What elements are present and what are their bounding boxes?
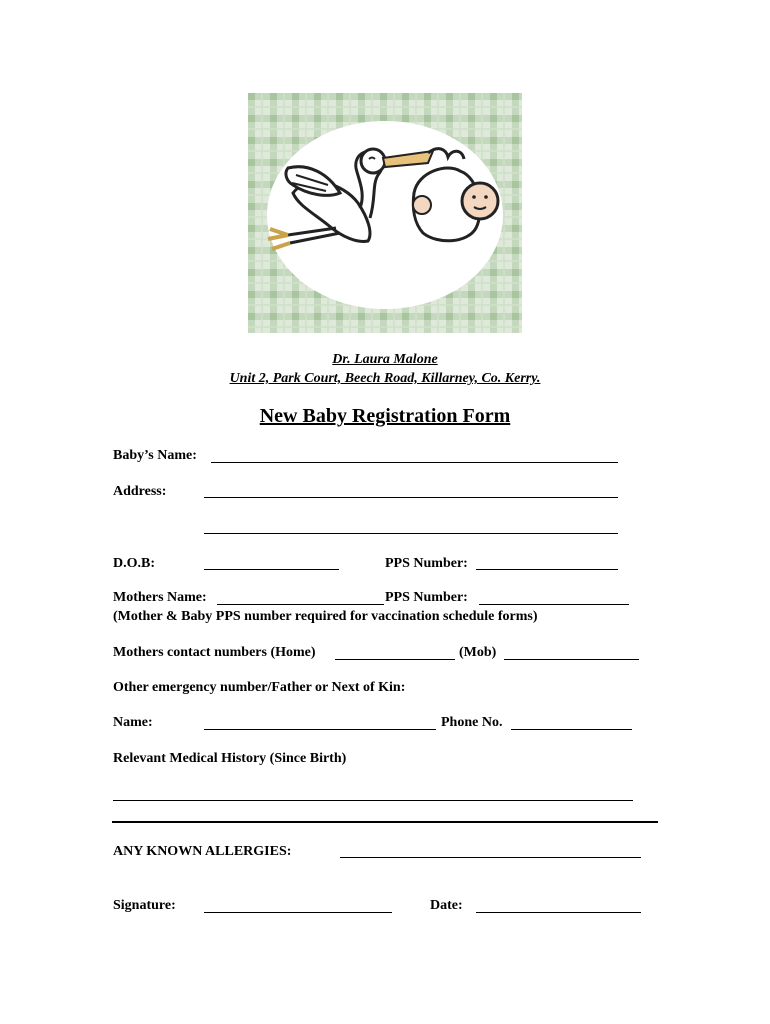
emergency-contact-label: Other emergency number/Father or Next of Kin: xyxy=(113,680,406,695)
dob-field[interactable] xyxy=(204,569,339,570)
kin-phone-field[interactable] xyxy=(511,729,632,730)
doctor-name: Dr. Laura Malone xyxy=(332,352,438,367)
section-divider xyxy=(112,821,658,823)
mothers-name-field[interactable] xyxy=(217,604,384,605)
mothers-home-phone-field[interactable] xyxy=(335,659,455,660)
mothers-pps-label: PPS Number: xyxy=(385,590,468,605)
allergies-label: ANY KNOWN ALLERGIES: xyxy=(113,844,292,859)
practice-address: Unit 2, Park Court, Beech Road, Killarney, Co. Kerry. xyxy=(229,371,541,386)
address-field-line-1[interactable] xyxy=(204,497,618,498)
stork-carrying-baby-icon xyxy=(248,93,522,333)
address-label: Address: xyxy=(113,484,167,499)
stork-logo xyxy=(248,93,522,333)
mothers-mobile-field[interactable] xyxy=(504,659,639,660)
mob-label: (Mob) xyxy=(459,645,497,660)
medical-history-field[interactable] xyxy=(113,800,633,801)
babys-name-label: Baby’s Name: xyxy=(113,448,197,463)
date-label: Date: xyxy=(430,898,463,913)
kin-name-field[interactable] xyxy=(204,729,436,730)
medical-history-label: Relevant Medical History (Since Birth) xyxy=(113,751,347,766)
form-title: New Baby Registration Form xyxy=(259,405,511,427)
mothers-contact-label: Mothers contact numbers (Home) xyxy=(113,645,316,660)
baby-pps-label: PPS Number: xyxy=(385,556,468,571)
mothers-name-label: Mothers Name: xyxy=(113,590,207,605)
date-field[interactable] xyxy=(476,912,641,913)
dob-label: D.O.B: xyxy=(113,556,155,571)
address-field-line-2[interactable] xyxy=(204,533,618,534)
kin-phone-label: Phone No. xyxy=(441,715,503,730)
babys-name-field[interactable] xyxy=(211,462,618,463)
signature-label: Signature: xyxy=(113,898,176,913)
baby-pps-field[interactable] xyxy=(476,569,618,570)
allergies-field[interactable] xyxy=(340,857,641,858)
mothers-pps-field[interactable] xyxy=(479,604,629,605)
kin-name-label: Name: xyxy=(113,715,153,730)
pps-note: (Mother & Baby PPS number required for vaccination schedule forms) xyxy=(113,609,538,624)
signature-field[interactable] xyxy=(204,912,392,913)
